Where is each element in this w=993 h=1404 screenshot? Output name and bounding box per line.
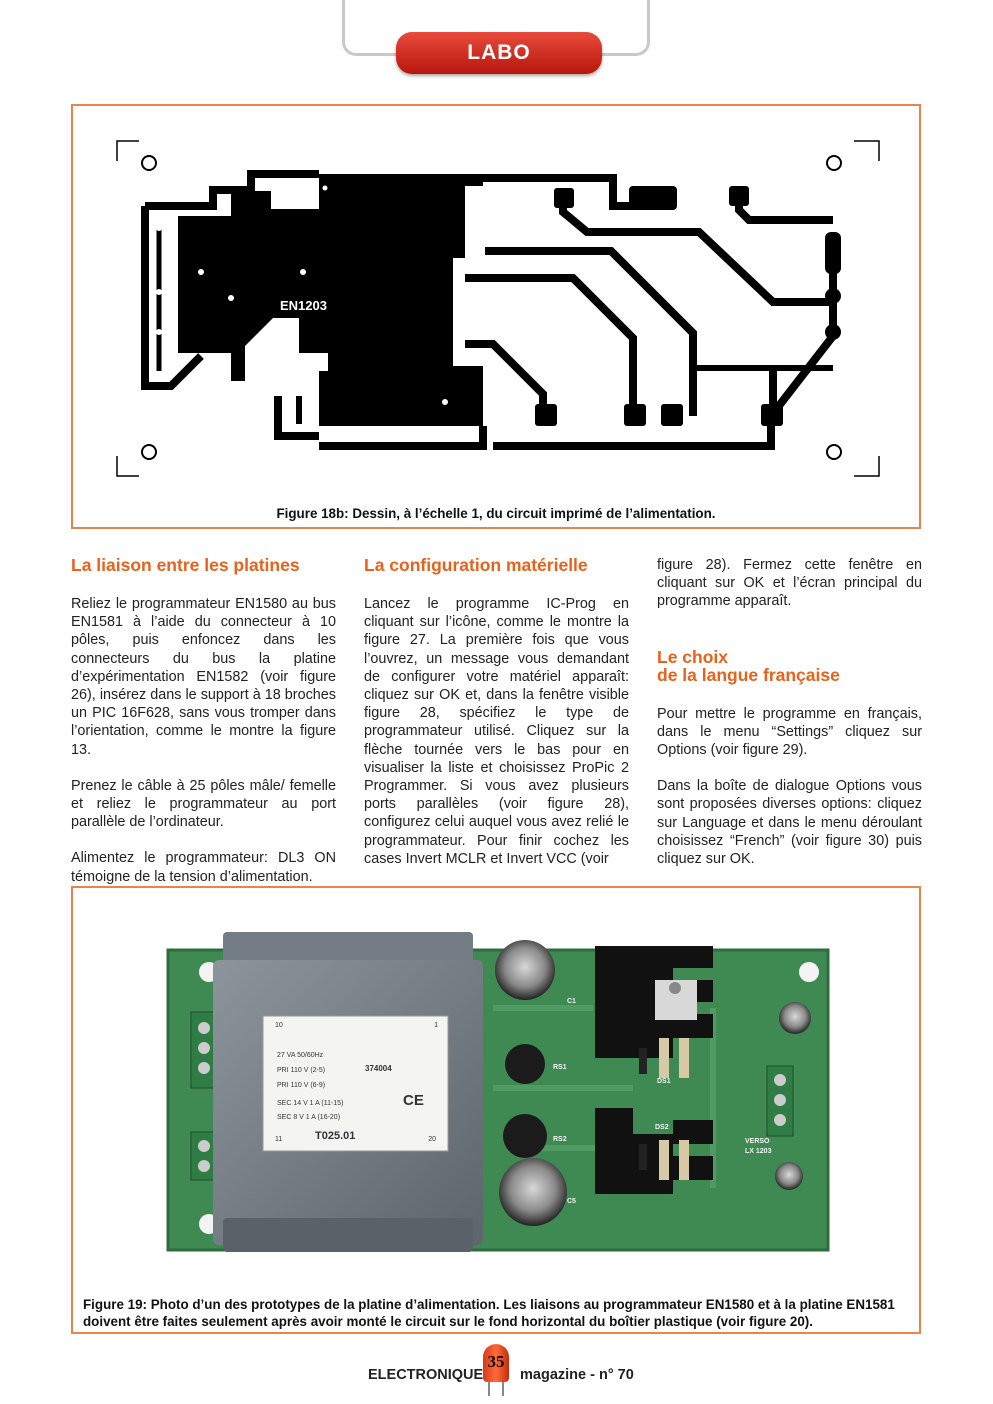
footer-issue: magazine - n° 70 bbox=[520, 1367, 634, 1383]
figure-19-caption-line-1: Figure 19: Photo d’un des prototypes de la platine d’alimentation. Les liaisons au programmateur EN1580 et à la platine EN1581 bbox=[83, 1297, 895, 1312]
silk-rs1: RS1 bbox=[553, 1064, 567, 1071]
label-pin-bottom-right: 20 bbox=[428, 1136, 436, 1143]
pcb-drawing bbox=[73, 106, 919, 486]
silk-lx: LX 1203 bbox=[745, 1148, 772, 1155]
label-code: 374004 bbox=[365, 1064, 392, 1073]
figure-19-caption-line-2: doivent être faites seulement après avoir monté le circuit sur le fond horizontal du boîtier plastique (voir figure 20). bbox=[83, 1314, 813, 1329]
transformer-label bbox=[263, 1016, 448, 1151]
label-line-2: PRI 110 V (2-5) bbox=[277, 1067, 326, 1074]
label-line-3: PRI 110 V (6-9) bbox=[277, 1082, 326, 1089]
label-pin-left: 10 bbox=[275, 1022, 283, 1029]
column-1 bbox=[71, 556, 336, 886]
silk-ds1: DS1 bbox=[657, 1078, 671, 1085]
figure-19-box bbox=[71, 886, 921, 1334]
col3-paragraph-2: Dans la boîte de dialogue Options vous sont proposées diverses options: cliquez sur Language et dans le menu déroulant choisissez “French” (voir figure 30) puis cliquez sur OK. bbox=[657, 778, 922, 868]
power-board-photo bbox=[73, 888, 919, 1292]
page-footer bbox=[0, 1352, 993, 1394]
pcb-board-label: EN1203 bbox=[280, 298, 327, 313]
col2-paragraph-1: Lancez le programme IC-Prog en cliquant sur l’icône, comme le montre la figure 27. La première fois que vous l’ouvrez, un message vous demandant de configurer votre matériel apparaît: cliquez sur OK et, dans la fenêtre visible figure 28, spécifiez le type de programmateur utilisé. Cliquez sur la flèche tournée vers le bas pour en visualiser la liste et choisissez ProPic 2 Programmer. Si vous avez plusieurs ports parallèles (voir figure 28), configurez celui auquel vous avez relié le programmateur. Pour finir cochez les cases Invert MCLR et Invert VCC (voir bbox=[364, 596, 629, 867]
label-line-4: SEC 14 V 1 A (11-15) bbox=[277, 1100, 344, 1107]
column-3 bbox=[657, 556, 922, 868]
figure-19-caption bbox=[83, 1296, 913, 1330]
footer-publication: ELECTRONIQUE bbox=[368, 1367, 484, 1383]
label-pin-right: 1 bbox=[434, 1022, 438, 1029]
figure-18b-caption: Figure 18b: Dessin, à l’échelle 1, du circuit imprimé de l’alimentation. bbox=[276, 506, 716, 521]
col1-paragraph-1: Reliez le programmateur EN1580 au bus EN1581 à l’aide du connecteur à 10 pôles, puis enfoncez dans les connecteurs du bus la platine d’expérimentation EN1582 (voir figure 26), insérez dans le support à 18 broches un PIC 16F628, sans vous tromper dans l’orientation, comme le montre la figure 13. bbox=[71, 596, 336, 758]
label-model: T025.01 bbox=[315, 1130, 356, 1142]
label-ce-mark: CE bbox=[403, 1092, 424, 1109]
heading-langue-line2: de la langue française bbox=[657, 664, 840, 685]
label-pin-bottom-left: 11 bbox=[275, 1136, 283, 1143]
col1-paragraph-2: Prenez le câble à 25 pôles mâle/ femelle et reliez le programmateur au port parallèle de l’ordinateur. bbox=[71, 777, 336, 831]
page-number-led-icon bbox=[483, 1344, 509, 1382]
silk-ds2: DS2 bbox=[655, 1124, 669, 1131]
col1-paragraph-3: Alimentez le programmateur: DL3 ON témoigne de la tension d’alimentation. bbox=[71, 850, 336, 885]
silk-c1: C1 bbox=[567, 998, 576, 1005]
led-legs bbox=[488, 1382, 504, 1396]
column-2 bbox=[364, 556, 629, 868]
label-line-1: 27 VA 50/60Hz bbox=[277, 1052, 324, 1059]
col3-paragraph-1: Pour mettre le programme en français, dans le menu “Settings” cliquez sur Options (voir figure 29). bbox=[657, 705, 922, 759]
silk-c5: C5 bbox=[567, 1198, 576, 1205]
silk-rs2: RS2 bbox=[553, 1136, 567, 1143]
heading-liaison: La liaison entre les platines bbox=[71, 555, 300, 575]
label-line-5: SEC 8 V 1 A (16-20) bbox=[277, 1114, 341, 1121]
heading-configuration: La configuration matérielle bbox=[364, 555, 588, 575]
col3-paragraph-0: figure 28). Fermez cette fenêtre en cliquant sur OK et l’écran principal du programme apparaît. bbox=[657, 557, 922, 610]
silk-verso: VERSO bbox=[745, 1138, 770, 1145]
section-label: LABO bbox=[396, 32, 602, 74]
heading-langue-line1: Le choix bbox=[657, 646, 728, 667]
figure-18b-box bbox=[71, 104, 921, 529]
page-number: 35 bbox=[487, 1352, 505, 1371]
